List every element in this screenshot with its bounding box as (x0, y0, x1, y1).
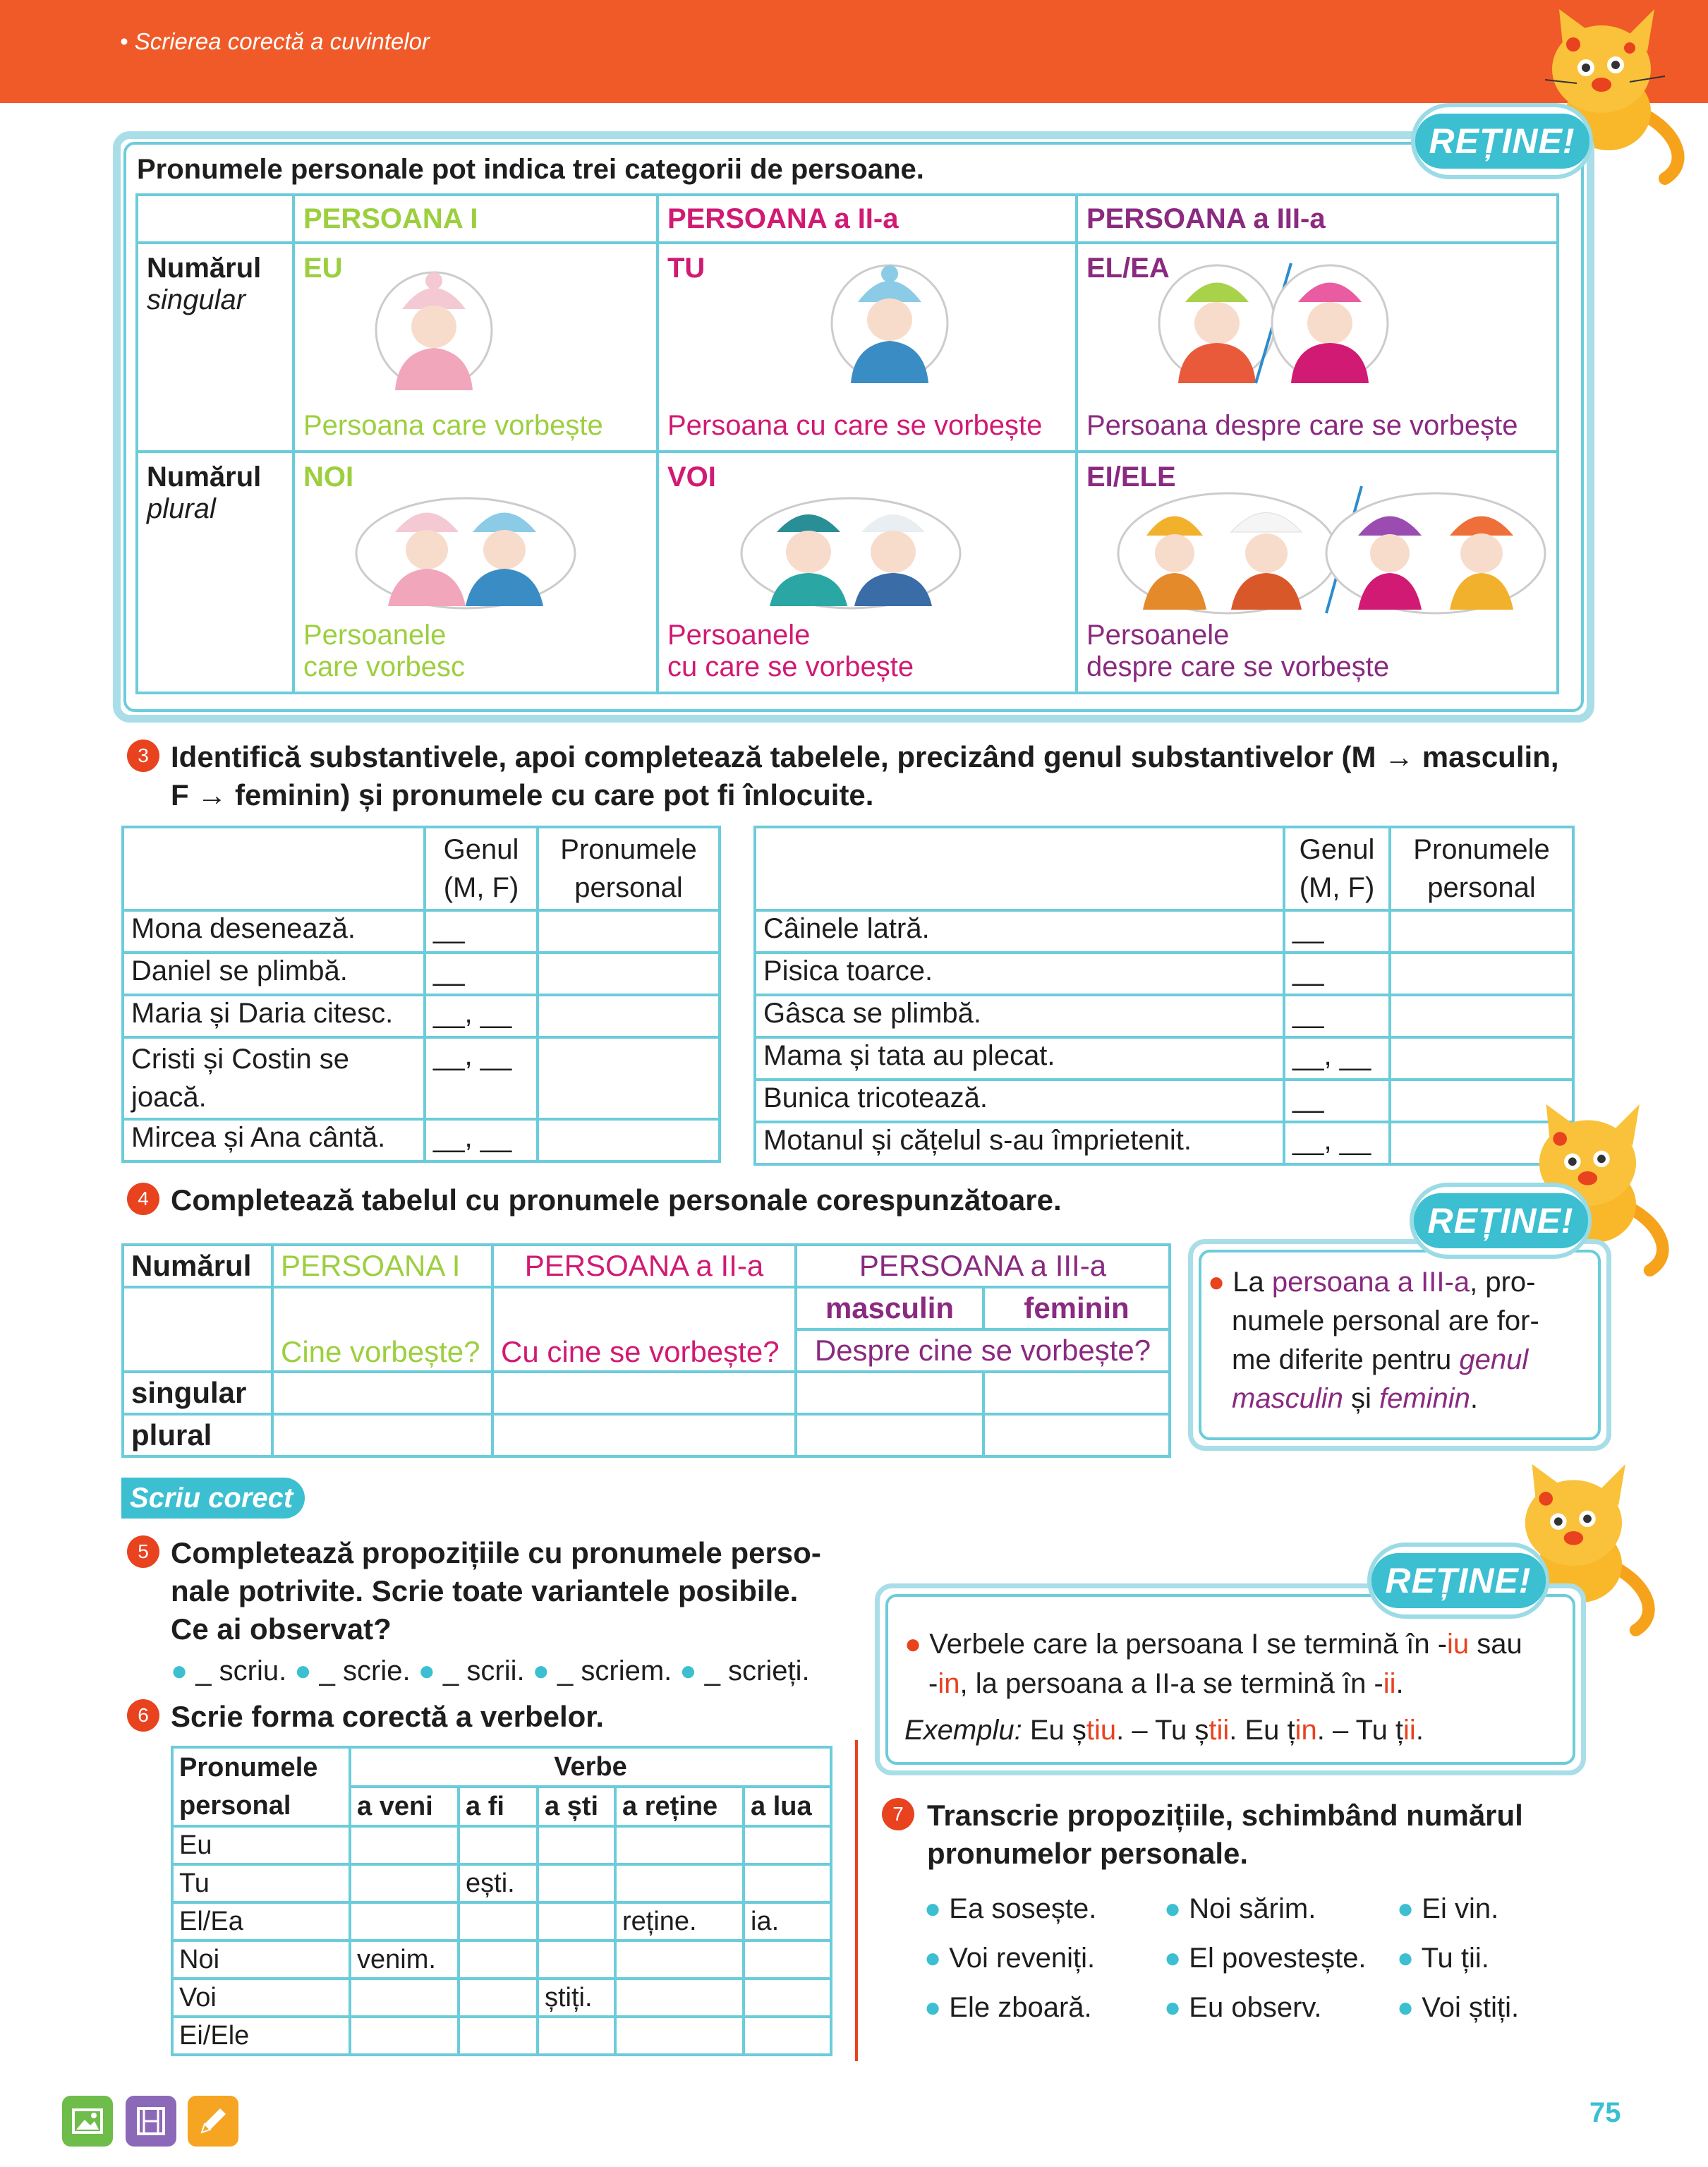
verb-cell[interactable] (744, 2017, 831, 2055)
header-pronumele: Pronumele personal (538, 827, 720, 910)
verb-cell[interactable] (350, 1826, 459, 1864)
input-cell[interactable] (796, 1414, 983, 1456)
two-children-icon (738, 490, 964, 610)
verb-cell[interactable] (350, 2017, 459, 2055)
pronoun-cell: Ei/Ele (172, 2017, 350, 2055)
section-title: • Scrierea corectă a cuvintelor (120, 28, 430, 54)
sentence-cell: Cristi și Costin se joacă. (123, 1037, 425, 1119)
verb-cell[interactable] (538, 1902, 615, 1940)
task3-text: Identifică substantivele, apoi completează tabelele, precizând genul substantivelor (M → masculin, F → feminin) și pronumele cu care pot fi înlocuite. (171, 740, 1559, 811)
row-label-singular: Numărul singular (137, 243, 293, 452)
sentence-cell: Mama și tata au plecat. (755, 1037, 1284, 1080)
pronoun-input-cell[interactable] (538, 910, 720, 953)
question-p3: Despre cine se vorbește? (796, 1329, 1170, 1372)
gen-blank[interactable]: __ (1284, 910, 1390, 953)
verb-cell[interactable] (459, 1979, 538, 2017)
desc-voi: Persoanele cu care se vorbește (667, 620, 914, 682)
retine-badge: REȚINE! (1410, 1183, 1592, 1259)
verb-cell[interactable] (459, 1940, 538, 1979)
verb-cell[interactable] (459, 1826, 538, 1864)
cell-el-ea: EL/EA Persoana despre care se vorbește (1077, 243, 1558, 452)
sentence-cell: Motanul și cățelul s-au împrietenit. (755, 1122, 1284, 1164)
input-cell[interactable] (983, 1372, 1170, 1414)
verb-header: a ști (538, 1787, 615, 1826)
verb-header: a lua (744, 1787, 831, 1826)
row-singular: singular (123, 1372, 272, 1414)
header-genul: Genul (M, F) (1284, 827, 1390, 910)
pronoun-input-cell[interactable] (1390, 953, 1573, 995)
row-label-plural: Numărul plural (137, 452, 293, 693)
boy-blue-icon (830, 260, 950, 387)
row-plural: plural (123, 1414, 272, 1456)
input-cell[interactable] (492, 1372, 796, 1414)
gen-blank[interactable]: __ (425, 953, 538, 995)
boy-girl-icon (1157, 260, 1404, 387)
retine2-text: ● La persoana a III-a, pro- numele personal are for- me diferite pentru genul masculin și feminin. (1208, 1267, 1539, 1414)
sentence-cell: Mircea și Ana cântă. (123, 1119, 425, 1161)
pronoun-input-cell[interactable] (1390, 1037, 1573, 1080)
input-cell[interactable] (492, 1414, 796, 1456)
task4-text: Completează tabelul cu pronumele personale corespunzătoare. (171, 1183, 1062, 1217)
retine3-text: ● Verbele care la persoana I se termină în -iu sau -in, la persoana a II-a se termină în -ii. Exemplu: Eu știu. – Tu știi. Eu țin. – Tu ții. (904, 1629, 1522, 1746)
sentence-cell: Gâsca se plimbă. (755, 995, 1284, 1037)
col-persoana-1: PERSOANA I (293, 195, 658, 243)
verb-cell[interactable]: reține. (615, 1902, 744, 1940)
task-number-badge: 3 (127, 740, 159, 772)
desc-noi: Persoanele care vorbesc (303, 620, 465, 682)
input-cell[interactable] (983, 1414, 1170, 1456)
gen-blank[interactable]: __ (1284, 995, 1390, 1037)
sentence-cell: Câinele latră. (755, 910, 1284, 953)
task-number-badge: 6 (127, 1699, 159, 1732)
pronoun-cell: Tu (172, 1864, 350, 1902)
sentence-cell: Pisica toarce. (755, 953, 1284, 995)
col-persoana-3: PERSOANA a III-a (796, 1245, 1170, 1287)
verb-cell[interactable]: venim. (350, 1940, 459, 1979)
input-cell[interactable] (272, 1372, 492, 1414)
verb-cell[interactable] (615, 1826, 744, 1864)
task-number-badge: 7 (882, 1798, 914, 1830)
fill-item[interactable]: _ scrieți. (704, 1655, 810, 1686)
sentence-cell: Mona desenează. (123, 910, 425, 953)
desc-ei-ele: Persoanele despre care se vorbește (1086, 620, 1390, 682)
col-persoana-2: PERSOANA a II-a (492, 1245, 796, 1287)
gen-blank[interactable]: __, __ (425, 1119, 538, 1161)
col-persoana-1: PERSOANA I (272, 1245, 492, 1287)
header-pronume: Pronumele personal (172, 1747, 350, 1826)
scriu-corect-label: Scriu corect (121, 1478, 305, 1519)
girl-boy-pair-icon (353, 490, 579, 610)
verb-header: a veni (350, 1787, 459, 1826)
verbs-table (171, 1746, 832, 2056)
task6-text: Scrie forma corectă a verbelor. (171, 1700, 604, 1733)
gen-blank[interactable]: __, __ (1284, 1037, 1390, 1080)
col-persoana-3: PERSOANA a III-a (1077, 195, 1558, 243)
col-numarul: Numărul (123, 1245, 272, 1287)
verb-cell[interactable] (744, 1940, 831, 1979)
task-number-badge: 4 (127, 1183, 159, 1215)
verb-cell[interactable]: știți. (538, 1979, 615, 2017)
sub-feminin: feminin (983, 1287, 1170, 1329)
question-p1: Cine vorbește? (281, 1335, 480, 1368)
sentence-cell: Maria și Daria citesc. (123, 995, 425, 1037)
verb-cell[interactable] (538, 2017, 615, 2055)
verb-cell[interactable] (744, 1826, 831, 1864)
task4-table (121, 1243, 1171, 1458)
cell-voi: VOI Persoanele cu care se vorbește (658, 452, 1077, 693)
verb-cell[interactable]: ia. (744, 1902, 831, 1940)
verb-header: a reține (615, 1787, 744, 1826)
persons-table (135, 193, 1559, 694)
pronoun-cell: Eu (172, 1826, 350, 1864)
pronoun-input-cell[interactable] (1390, 910, 1573, 953)
verb-cell[interactable] (744, 1979, 831, 2017)
verb-cell[interactable] (538, 1826, 615, 1864)
pronoun-input-cell[interactable] (1390, 995, 1573, 1037)
verb-cell[interactable]: ești. (459, 1864, 538, 1902)
verb-cell[interactable] (459, 1902, 538, 1940)
cell-noi: NOI Persoanele care vorbesc (293, 452, 658, 693)
image-icon[interactable] (62, 2096, 113, 2147)
fill-item[interactable]: _ scriem. (557, 1655, 672, 1686)
gen-blank[interactable]: __ (425, 910, 538, 953)
pronoun-input-cell[interactable] (538, 1119, 720, 1161)
task3-left-table (121, 826, 721, 1163)
pronoun-cell: Noi (172, 1940, 350, 1979)
fill-item[interactable]: _ scrie. (319, 1655, 411, 1686)
header-pronumele: Pronumele personal (1390, 827, 1573, 910)
pronoun-cell: El/Ea (172, 1902, 350, 1940)
retine-badge: REȚINE! (1367, 1543, 1549, 1619)
gen-blank[interactable]: __ (1284, 1080, 1390, 1122)
gen-blank[interactable]: __, __ (1284, 1122, 1390, 1164)
fill-item[interactable]: _ scrii. (443, 1655, 525, 1686)
cell-ei-ele: EI/ELE Persoanele despre care se vorbește (1077, 452, 1558, 693)
task7-text: Transcrie propozițiile, schimbând numărul pronumelor personale. (927, 1799, 1523, 1870)
girl-pink-icon (374, 267, 494, 394)
pencil-icon[interactable] (188, 2096, 238, 2147)
retine-badge: REȚINE! (1411, 103, 1593, 179)
sentence-cell: Bunica tricotează. (755, 1080, 1284, 1122)
task3-right-table (753, 826, 1575, 1166)
task5-items: ● _ scriu. ● _ scrie. ● _ scrii. ● _ scriem. ● _ scrieți. (171, 1655, 810, 1686)
boys-girls-groups-icon (1115, 483, 1552, 617)
verb-cell[interactable] (350, 1979, 459, 2017)
cell-tu: TU Persoana cu care se vorbește (658, 243, 1077, 452)
verb-cell[interactable] (615, 1940, 744, 1979)
verb-cell[interactable] (350, 1902, 459, 1940)
verb-header: a fi (459, 1787, 538, 1826)
pronoun-input-cell[interactable] (538, 995, 720, 1037)
pronoun-cell: Voi (172, 1979, 350, 2017)
film-icon[interactable] (126, 2096, 176, 2147)
verb-cell[interactable] (615, 1979, 744, 2017)
verb-cell[interactable] (615, 1864, 744, 1902)
verb-cell[interactable] (459, 2017, 538, 2055)
sub-masculin: masculin (796, 1287, 983, 1329)
cell-eu: EU Persoana care vorbește (293, 243, 658, 452)
pronoun-input-cell[interactable] (538, 953, 720, 995)
input-cell[interactable] (272, 1414, 492, 1456)
sentence-cell: Daniel se plimbă. (123, 953, 425, 995)
gen-blank[interactable]: __, __ (425, 995, 538, 1037)
gen-blank[interactable]: __ (1284, 953, 1390, 995)
verb-cell[interactable] (538, 1940, 615, 1979)
fill-item[interactable]: _ scriu. (195, 1655, 287, 1686)
verb-cell[interactable] (744, 1864, 831, 1902)
task5-text: Completează propozițiile cu pronumele perso- nale potrivite. Scrie toate variantele posibile. Ce ai observat? (171, 1536, 821, 1646)
pronoun-input-cell[interactable] (538, 1037, 720, 1119)
input-cell[interactable] (796, 1372, 983, 1414)
header-genul: Genul (M, F) (425, 827, 538, 910)
question-p2: Cu cine se vorbește? (501, 1335, 780, 1368)
column-divider (855, 1740, 858, 2061)
task-number-badge: 5 (127, 1535, 159, 1568)
task7-items: ● Ea sosește. ● Noi sărim. ● Ei vin. ● Voi reveniți. ● El povestește. ● Tu ții. ● Ele zboară. ● Eu observ. ● Voi știți. (924, 1893, 1520, 2023)
verb-cell[interactable] (615, 2017, 744, 2055)
verb-cell[interactable] (350, 1864, 459, 1902)
verb-cell[interactable] (538, 1864, 615, 1902)
box-intro: Pronumele personale pot indica trei categorii de persoane. (137, 154, 924, 185)
col-persoana-2: PERSOANA a II-a (658, 195, 1077, 243)
gen-blank[interactable]: __, __ (425, 1037, 538, 1119)
header-verbe: Verbe (350, 1747, 831, 1787)
page-number: 75 (1589, 2097, 1621, 2128)
